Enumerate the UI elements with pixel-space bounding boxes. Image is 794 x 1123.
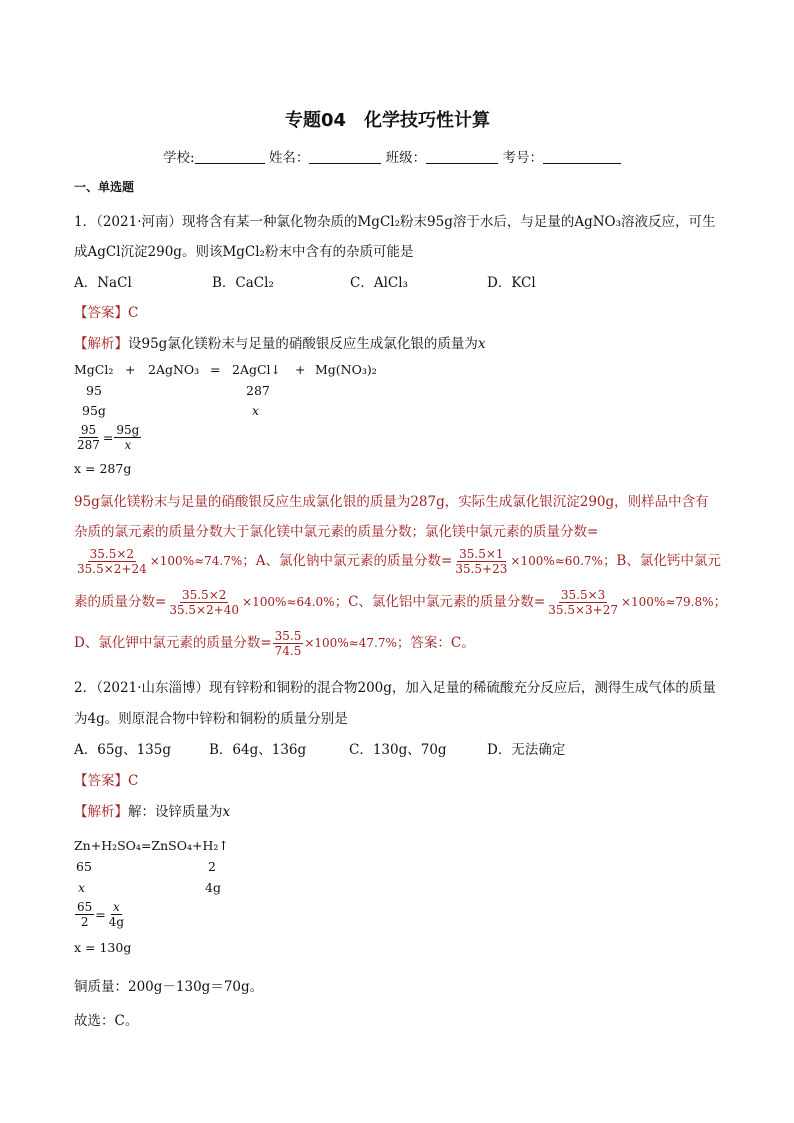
q2-mass-4g: 4g [205, 880, 221, 895]
class-blank[interactable] [426, 149, 498, 164]
q1-mass-95: 95 [86, 383, 102, 398]
q1-red-line1: 95g氯化镁粉末与足量的硝酸银反应生成氯化银的质量为287g，实际生成氯化银沉淀290g，则样品中含有 [74, 494, 709, 510]
q1-option-b[interactable]: B．CaCl₂ [212, 275, 274, 291]
f4-num: 35.5×3 [560, 588, 606, 602]
var-x: x [477, 336, 486, 352]
f1-tail: ×100%≈74.7% [149, 554, 243, 568]
q1-analysis [74, 332, 485, 352]
q1-calc-line2 [74, 588, 727, 617]
f1-num: 35.5×2 [89, 547, 135, 561]
f5-num: 35.5 [274, 629, 302, 643]
q2-option-c[interactable]: C．130g、70g [349, 742, 447, 758]
q1-eq-plus2: + [295, 362, 306, 377]
f4-tail: ×100%≈79.8% [620, 595, 714, 609]
q1-eq-reactant2: 2AgNO₃ [148, 362, 200, 377]
q1-mass-x: x [252, 403, 260, 418]
q1-eq-equals: = [210, 362, 221, 377]
school-label: 学校: [163, 150, 195, 166]
ratio-den1: 2 [80, 915, 89, 929]
q1-eq-product1: 2AgCl↓ [232, 362, 282, 377]
f1-den: 35.5×2+24 [77, 562, 147, 576]
number-blank[interactable] [543, 149, 621, 164]
t2: ；B、氯化钙中氯元 [602, 553, 721, 569]
q2-ratio [74, 900, 127, 929]
q2-mass-x: x [78, 880, 86, 895]
q2-result: x = 130g [74, 940, 132, 955]
t5: ； [713, 594, 728, 610]
f3-den: 35.5×2+40 [169, 603, 240, 617]
ratio-num2: x [113, 900, 120, 914]
q1-mass-95g: 95g [82, 403, 106, 418]
q1-stem-line2: 成AgCl沉淀290g。则该MgCl₂粉末中含有的杂质可能是 [74, 244, 414, 260]
q1-option-c[interactable]: C．AlCl₃ [350, 275, 408, 291]
ratio-den2: x [124, 438, 132, 452]
ratio-num1: 95 [80, 423, 97, 437]
f2-den: 35.5+23 [455, 562, 508, 576]
f4-den: 35.5×3+27 [548, 603, 618, 617]
q1-calc-line3 [74, 629, 475, 658]
q2-analysis [74, 800, 230, 820]
q2-mass-2: 2 [208, 859, 216, 874]
q1-ratio [74, 423, 142, 452]
t4: ；C、氯化铝中氯元素的质量分数= [334, 594, 546, 610]
class-label: 班级： [385, 150, 427, 166]
q1-eq-plus1: + [125, 362, 136, 377]
t3: 素的质量分数= [74, 594, 167, 610]
f2-num: 35.5×1 [459, 547, 504, 561]
t6: D、氯化钾中氯元素的质量分数= [74, 635, 272, 651]
q1-option-a[interactable]: A．NaCl [74, 275, 132, 291]
q1-answer: 【答案】C [74, 305, 139, 321]
analysis-text: 设95g氯化镁粉末与足量的硝酸银反应生成氯化银的质量为 [128, 336, 478, 352]
q2-option-a[interactable]: A．65g、135g [74, 742, 171, 758]
number-label: 考号： [502, 150, 543, 166]
analysis-label: 【解析】 [74, 336, 128, 352]
t7: ；答案：C。 [396, 635, 475, 651]
var-x: x [222, 804, 231, 820]
q1-eq-reactant1: MgCl₂ [74, 362, 114, 377]
ratio-num1: 65 [77, 900, 93, 914]
q1-red-line2: 杂质的氯元素的质量分数大于氯化镁中氯元素的质量分数；氯化镁中氯元素的质量分数= [74, 524, 599, 540]
q2-copper-mass: 铜质量：200g－130g＝70g。 [74, 979, 264, 995]
name-blank[interactable] [309, 149, 381, 164]
f3-num: 35.5×2 [181, 588, 227, 602]
q2-equation: Zn+H₂SO₄=ZnSO₄+H₂↑ [74, 838, 229, 853]
name-label: 姓名： [268, 150, 310, 166]
q1-stem-line1: 1．（2021·河南）现将含有某一种氯化物杂质的MgCl₂粉末95g溶于水后，与足量的AgNO₃溶液反应，可生 [74, 214, 716, 230]
q1-mass-287: 287 [246, 383, 270, 398]
q1-result: x = 287g [74, 461, 132, 476]
q2-stem-line1: 2．（2021·山东淄博）现有锌粉和铜粉的混合物200g，加入足量的稀硫酸充分反应后，测得生成气体的质量 [74, 680, 716, 696]
ratio-equals: = [102, 430, 114, 445]
q2-choose: 故选：C。 [74, 1013, 139, 1029]
ratio-den1: 287 [77, 438, 100, 452]
q2-mass-65: 65 [76, 859, 92, 874]
ratio-den2: 4g [108, 915, 125, 929]
analysis-label: 【解析】 [74, 804, 128, 820]
f2-tail: ×100%≈60.7% [510, 554, 603, 568]
q1-eq-product2: Mg(NO₃)₂ [315, 362, 377, 377]
q1-calc-line1 [74, 547, 721, 576]
q2-option-b[interactable]: B．64g、136g [209, 742, 307, 758]
q2-answer: 【答案】C [74, 773, 139, 789]
t1: ；A、氯化钠中氯元素的质量分数= [242, 553, 453, 569]
school-blank[interactable] [195, 149, 265, 164]
f3-tail: ×100%≈64.0% [242, 595, 335, 609]
ratio-equals: = [95, 907, 106, 922]
f5-tail: ×100%≈47.7% [304, 636, 397, 650]
q2-option-d[interactable]: D．无法确定 [487, 742, 566, 758]
section-heading: 一、单选题 [74, 180, 135, 194]
q2-stem-line2: 为4g。则原混合物中锌粉和铜粉的质量分别是 [74, 711, 348, 727]
q1-option-d[interactable]: D．KCl [487, 275, 536, 291]
info-line [163, 146, 621, 166]
ratio-num2: 95g [116, 423, 140, 437]
page-title: 专题04 化学技巧性计算 [285, 110, 491, 131]
analysis-text: 解：设锌质量为 [128, 804, 223, 820]
f5-den: 74.5 [274, 644, 302, 658]
